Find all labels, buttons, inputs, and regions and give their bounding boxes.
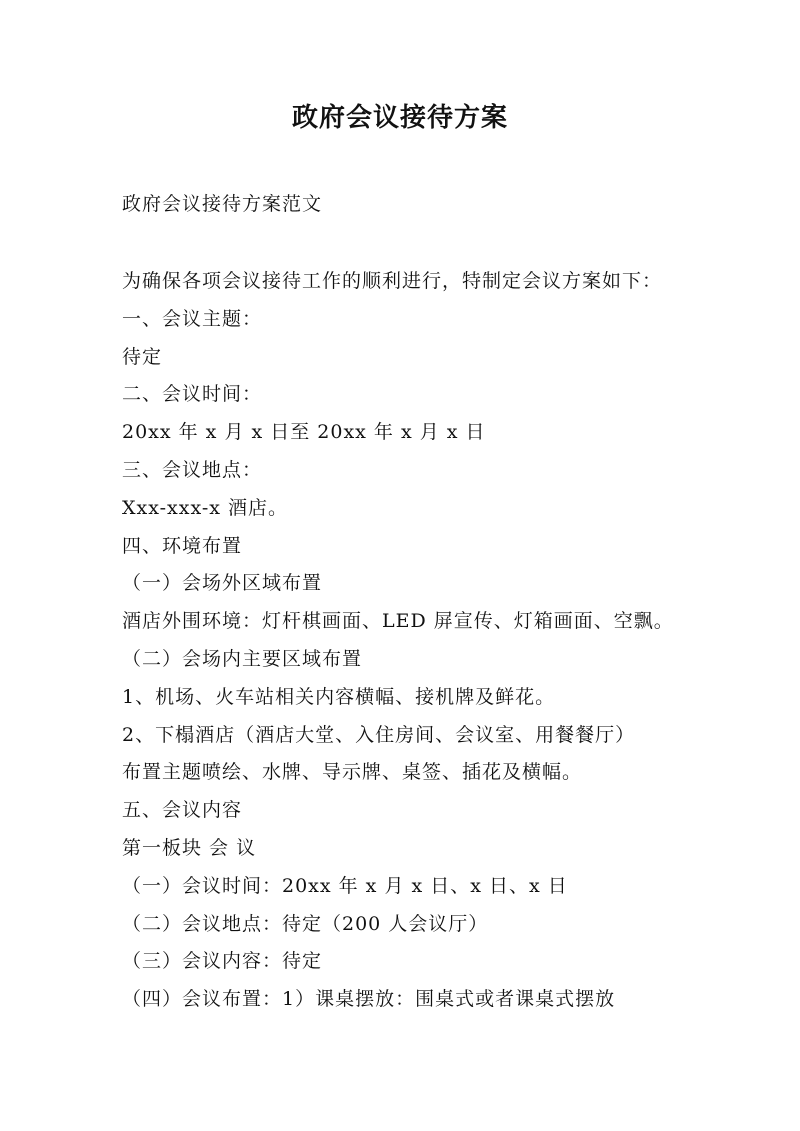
- body-line: （三）会议内容：待定: [122, 950, 323, 973]
- body-line: 三、会议地点：: [122, 458, 263, 481]
- body-line: （四）会议布置：1）课桌摆放：围桌式或者课桌式摆放: [122, 988, 616, 1011]
- body-line: 酒店外围环境：灯杆棋画面、LED 屏宣传、灯箱画面、空飘。: [122, 610, 674, 633]
- body-line: （一）会议时间：20xx 年 x 月 x 日、x 日、x 日: [122, 874, 568, 897]
- body-line: 2、下榻酒店（酒店大堂、入住房间、会议室、用餐餐厅）: [122, 723, 636, 746]
- body-line: （二）会场内主要区域布置: [122, 647, 363, 670]
- document-subtitle: 政府会议接待方案范文: [122, 193, 323, 215]
- body-line: 一、会议主题：: [122, 307, 263, 330]
- body-line: 1、机场、火车站相关内容横幅、接机牌及鲜花。: [122, 685, 556, 708]
- body-line: 20xx 年 x 月 x 日至 20xx 年 x 月 x 日: [122, 421, 486, 444]
- body-line: 四、环境布置: [122, 534, 243, 557]
- body-line: Xxx-xxx-x 酒店。: [122, 496, 289, 519]
- body-line: 第一板块 会 议: [122, 836, 257, 859]
- body-line: （二）会议地点：待定（200 人会议厅）: [122, 912, 489, 935]
- body-line: 为确保各项会议接待工作的顺利进行，特制定会议方案如下：: [122, 270, 663, 292]
- document-title: 政府会议接待方案: [291, 103, 508, 133]
- body-line: 五、会议内容: [122, 799, 243, 822]
- body-line: 布置主题喷绘、水牌、导示牌、桌签、插花及横幅。: [122, 761, 583, 784]
- document-body: [122, 263, 722, 1019]
- body-line: 待定: [122, 345, 163, 368]
- body-line: （一）会场外区域布置: [122, 572, 323, 595]
- body-line: 二、会议时间：: [122, 383, 263, 406]
